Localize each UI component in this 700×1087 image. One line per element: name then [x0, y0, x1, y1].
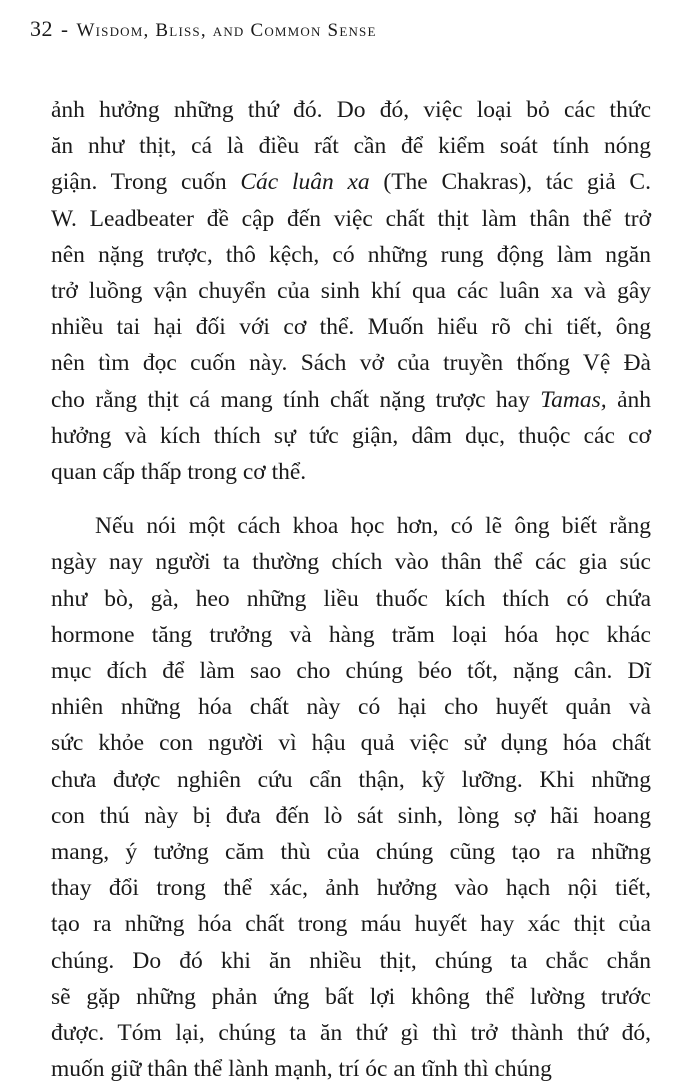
paragraph-2: [51, 508, 651, 1087]
paragraph-1: [51, 92, 651, 490]
text-line: nhiều tai hại đối với cơ thể. Muốn hiểu rõ chi tiết, ông: [51, 314, 651, 341]
text-line: muốn giữ thân thể lành mạnh, trí óc an tĩnh thì chúng: [51, 1056, 552, 1083]
text-line: ảnh hưởng những thứ đó. Do đó, việc loại bỏ các thức: [51, 97, 651, 123]
text-line: W. Leadbeater đề cập đến việc chất thịt làm thân thể trở: [51, 205, 651, 232]
italic-text: Các luân xa: [240, 169, 370, 196]
book-title: Wisdom, Bliss, and Common Sense: [76, 20, 377, 41]
text-line: [51, 164, 651, 200]
text-segment: ảnh: [606, 386, 651, 413]
header-separator: -: [61, 17, 69, 41]
text-line: Nếu nói một cách khoa học hơn, có lẽ ông biết rằng: [95, 513, 651, 540]
text-line: mang, ý tưởng căm thù của chúng cũng tạo ra những: [51, 839, 651, 866]
text-line: nên nặng trược, thô kệch, có những rung động làm ngăn: [51, 241, 651, 268]
text-line: hormone tăng trưởng và hàng trăm loại hóa học khác: [51, 621, 651, 648]
text-line: mục đích để làm sao cho chúng béo tốt, nặng cân. Dĩ: [51, 658, 651, 685]
text-segment: (The Chakras), tác giả C.: [369, 169, 651, 196]
text-line: thay đổi trong thể xác, ảnh hưởng vào hạch nội tiết,: [51, 875, 651, 902]
italic-text: Tamas,: [540, 386, 607, 413]
text-line: tạo ra những hóa chất trong máu huyết hay xác thịt của: [51, 911, 651, 938]
text-line: nhiên những hóa chất này có hại cho huyết quản và: [51, 694, 651, 721]
text-line: chúng. Do đó khi ăn nhiều thịt, chúng ta chắc chắn: [51, 947, 651, 974]
running-header: [30, 16, 377, 42]
text-line: nên tìm đọc cuốn này. Sách vở của truyền thống Vệ Đà: [51, 350, 651, 377]
page-number: 32: [30, 16, 53, 41]
text-line: sẽ gặp những phản ứng bất lợi không thể lường trước: [51, 983, 651, 1010]
text-line: chưa được nghiên cứu cẩn thận, kỹ lưỡng. Khi những: [51, 766, 651, 793]
text-line: ngày nay người ta thường chích vào thân thể các gia súc: [51, 549, 651, 576]
text-line: hưởng và kích thích sự tức giận, dâm dục, thuộc các cơ: [51, 422, 651, 449]
body-text: [51, 92, 651, 1087]
text-line: sức khỏe con người vì hậu quả việc sử dụng hóa chất: [51, 730, 651, 757]
text-line: ăn như thịt, cá là điều rất cần để kiểm soát tính nóng: [51, 133, 651, 160]
text-line: được. Tóm lại, chúng ta ăn thứ gì thì trở thành thứ đó,: [51, 1020, 651, 1047]
text-line: con thú này bị đưa đến lò sát sinh, lòng sợ hãi hoang: [51, 802, 651, 829]
text-segment: giận. Trong cuốn: [51, 169, 241, 196]
text-line: trở luồng vận chuyển của sinh khí qua các luân xa và gây: [51, 278, 651, 305]
text-segment: cho rằng thịt cá mang tính chất nặng trược hay: [51, 386, 541, 413]
text-line: như bò, gà, heo những liều thuốc kích thích có chứa: [51, 585, 651, 612]
text-line: quan cấp thấp trong cơ thể.: [51, 459, 307, 486]
text-line: [51, 382, 651, 418]
